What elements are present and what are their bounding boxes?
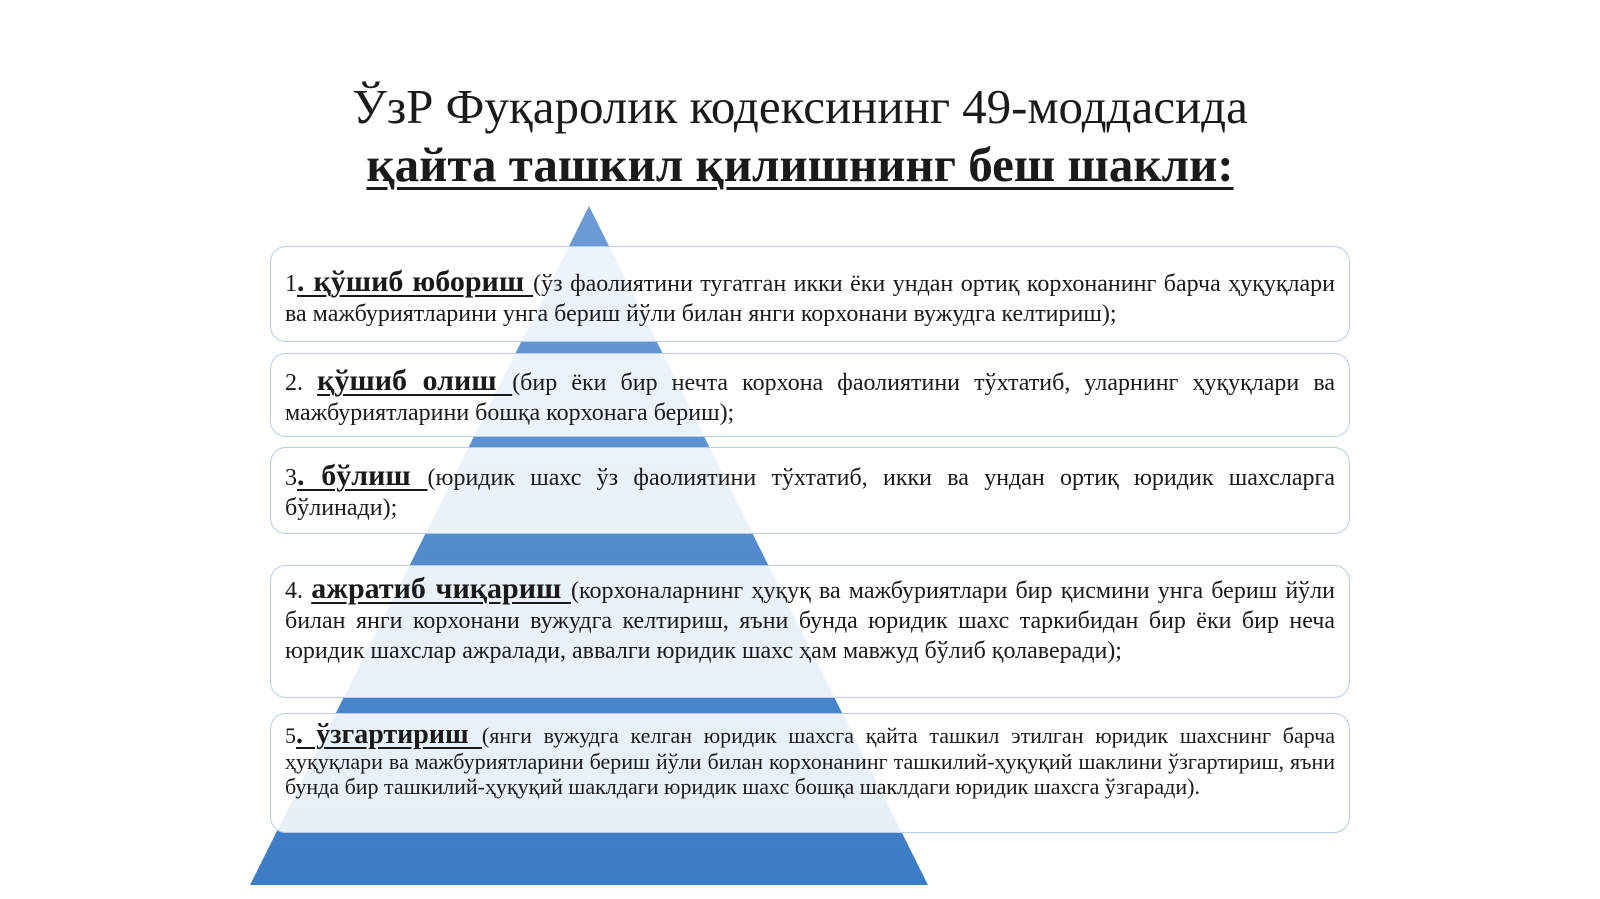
item-number: 1 xyxy=(285,271,297,297)
item-description: (корхоналарнинг ҳуқуқ ва мажбуриятлари бир қисмини унга бериш йўли билан янги корхонани вужудга келтириш, яъни бунда юридик шахс таркибидан бир ёки бир неча юридик шахслар ажралади, аввалги юридик шахс ҳам мавжуд бўлиб қолаверади); xyxy=(285,578,1336,664)
item-number: 2. xyxy=(285,370,318,396)
item-description: (бир ёки бир нечта корхона фаолиятини тўхтатиб, уларнинг ҳуқуқлари ва мажбуриятларини бошқа корхонага бериш); xyxy=(285,370,1335,426)
item-description: (юридик шахс ўз фаолиятини тўхтатиб, икки ва ундан ортиқ юридик шахсларга бўлинади); xyxy=(285,465,1335,521)
form-card-5 xyxy=(270,713,1350,833)
form-card-3 xyxy=(270,447,1350,534)
item-number: 4. xyxy=(285,578,312,604)
form-card-2 xyxy=(270,353,1350,437)
item-term: ажратиб чиқариш xyxy=(311,572,572,605)
item-description: (янги вужудга келган юридик шахсга қайта ташкил этилган юридик шахснинг барча ҳуқуқлари ва мажбуриятларини бериш йўли билан корхонанинг ташкилий-ҳуқуқий шаклини ўзгартириш, яъни бунда бир ташкилий-ҳуқуқий шаклдаги юридик шахс бошқа шаклдаги юридик шахсга ўзгаради). xyxy=(285,723,1335,799)
form-card-1 xyxy=(270,246,1350,342)
item-description: (ўз фаолиятини тугатган икки ёки ундан ортиқ корхонанинг барча ҳуқуқлари ва мажбуриятларини унга бериш йўли билан янги корхонани вужудга келтириш); xyxy=(285,271,1335,327)
form-card-4 xyxy=(270,565,1350,698)
item-term: . ўзгартириш xyxy=(296,719,482,750)
item-number: 5 xyxy=(285,723,296,748)
item-term: . бўлиш xyxy=(297,459,428,492)
item-term: қўшиб олиш xyxy=(317,364,513,397)
title-line-1: ЎзР Фуқаролик кодексининг 49-моддасида xyxy=(352,79,1248,134)
title-line-2: қайта ташкил қилишнинг беш шакли: xyxy=(366,137,1234,192)
item-term: . қўшиб юбориш xyxy=(297,265,534,298)
item-number: 3 xyxy=(285,465,297,491)
